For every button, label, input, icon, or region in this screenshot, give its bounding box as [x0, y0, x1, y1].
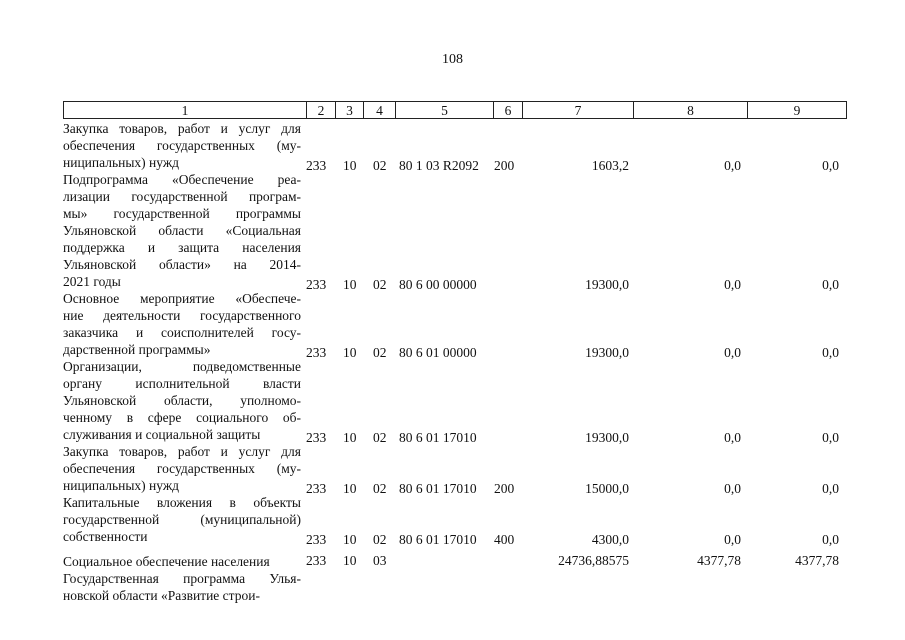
row-name-line: Государственная программа Улья- [63, 571, 301, 586]
cell-c3: 10 [343, 277, 357, 292]
cell-c8: 0,0 [724, 430, 741, 445]
cell-c9: 0,0 [822, 345, 839, 360]
cell-c5: 80 6 01 17010 [399, 430, 477, 445]
row-name-line: поддержка и защита населения [63, 240, 301, 255]
row-name-line: ниципальных) нужд [63, 478, 180, 493]
row-name [63, 494, 301, 545]
table-header [63, 101, 847, 121]
cell-c7: 19300,0 [585, 345, 629, 360]
cell-c8: 0,0 [724, 532, 741, 547]
cell-c2: 233 [306, 158, 327, 173]
cell-c9: 0,0 [822, 481, 839, 496]
row-name-line: Подпрограмма «Обеспечение реа- [63, 172, 301, 187]
cell-c4: 02 [373, 430, 387, 445]
header-col-7: 7 [522, 101, 633, 119]
row-name-line: служивания и социальной защиты [63, 427, 261, 442]
cell-c6: 400 [494, 532, 515, 547]
cell-c5: 80 6 01 17010 [399, 532, 477, 547]
row-name-line: Основное мероприятие «Обеспече- [63, 291, 301, 306]
row-name-line: государственной (муниципальной) [63, 512, 301, 527]
cell-c7: 24736,88575 [558, 553, 629, 568]
row-name-line: Ульяновской области» на 2014- [63, 257, 301, 272]
cell-c6: 200 [494, 481, 515, 496]
cell-c9: 0,0 [822, 158, 839, 173]
header-col-1: 1 [63, 101, 306, 119]
row-name-line: Организации, подведомственные [63, 359, 301, 374]
cell-c2: 233 [306, 277, 327, 292]
cell-c7: 19300,0 [585, 430, 629, 445]
cell-c2: 233 [306, 553, 327, 568]
cell-c2: 233 [306, 532, 327, 547]
row-name-line: Закупка товаров, работ и услуг для [63, 444, 301, 459]
cell-c3: 10 [343, 553, 357, 568]
cell-c5: 80 6 01 17010 [399, 481, 477, 496]
cell-c8: 4377,78 [697, 553, 741, 568]
cell-c7: 1603,2 [591, 158, 629, 173]
row-name-line: новской области «Развитие строи- [63, 588, 260, 603]
row-name-line: лизации государственной програм- [63, 189, 301, 204]
row-name-line: Капитальные вложения в объекты [63, 495, 301, 510]
cell-c2: 233 [306, 430, 327, 445]
cell-c4: 02 [373, 532, 387, 547]
row-name-line: Ульяновской области, уполномо- [63, 393, 301, 408]
row-name [63, 358, 301, 443]
row-name [63, 553, 301, 570]
row-name-line: собственности [63, 529, 148, 544]
row-name [63, 120, 301, 171]
cell-c3: 10 [343, 481, 357, 496]
row-name-line: 2021 годы [63, 274, 121, 289]
cell-c3: 10 [343, 430, 357, 445]
header-col-5: 5 [395, 101, 493, 119]
row-name-line: мы» государственной программы [63, 206, 301, 221]
header-col-4: 4 [363, 101, 395, 119]
cell-c9: 0,0 [822, 532, 839, 547]
header-col-9: 9 [747, 101, 847, 119]
cell-c8: 0,0 [724, 158, 741, 173]
header-col-2: 2 [306, 101, 335, 119]
header-col-3: 3 [335, 101, 363, 119]
cell-c9: 0,0 [822, 430, 839, 445]
row-name-line: обеспечения государственных (му- [63, 461, 301, 476]
header-col-6: 6 [493, 101, 522, 119]
cell-c2: 233 [306, 481, 327, 496]
cell-c5: 80 6 00 00000 [399, 277, 477, 292]
cell-c6: 200 [494, 158, 515, 173]
row-name [63, 171, 301, 290]
row-name-line: обеспечения государственных (му- [63, 138, 301, 153]
cell-c5: 80 6 01 00000 [399, 345, 477, 360]
cell-c5: 80 1 03 R2092 [399, 158, 479, 173]
cell-c4: 02 [373, 345, 387, 360]
cell-c4: 02 [373, 158, 387, 173]
cell-c9: 0,0 [822, 277, 839, 292]
row-name-line: Закупка товаров, работ и услуг для [63, 121, 301, 136]
cell-c8: 0,0 [724, 345, 741, 360]
row-name-line: органу исполнительной власти [63, 376, 301, 391]
row-name-line: Социальное обеспечение населения [63, 554, 270, 569]
cell-c3: 10 [343, 158, 357, 173]
cell-c4: 02 [373, 277, 387, 292]
row-name [63, 443, 301, 494]
row-name-line: Ульяновской области «Социальная [63, 223, 301, 238]
page-number: 108 [442, 52, 463, 67]
cell-c3: 10 [343, 345, 357, 360]
cell-c7: 19300,0 [585, 277, 629, 292]
row-name-line: ниципальных) нужд [63, 155, 180, 170]
cell-c8: 0,0 [724, 277, 741, 292]
row-name-line: заказчика и соисполнителей госу- [63, 325, 301, 340]
row-name-line: дарственной программы» [63, 342, 211, 357]
cell-c2: 233 [306, 345, 327, 360]
cell-c3: 10 [343, 532, 357, 547]
header-col-8: 8 [633, 101, 747, 119]
cell-c9: 4377,78 [795, 553, 839, 568]
cell-c8: 0,0 [724, 481, 741, 496]
row-name [63, 570, 301, 604]
cell-c7: 4300,0 [591, 532, 629, 547]
cell-c4: 02 [373, 481, 387, 496]
cell-c4: 03 [373, 553, 387, 568]
cell-c7: 15000,0 [585, 481, 629, 496]
row-name [63, 290, 301, 358]
row-name-line: ченному в сфере социального об- [63, 410, 301, 425]
row-name-line: ние деятельности государственного [63, 308, 301, 323]
